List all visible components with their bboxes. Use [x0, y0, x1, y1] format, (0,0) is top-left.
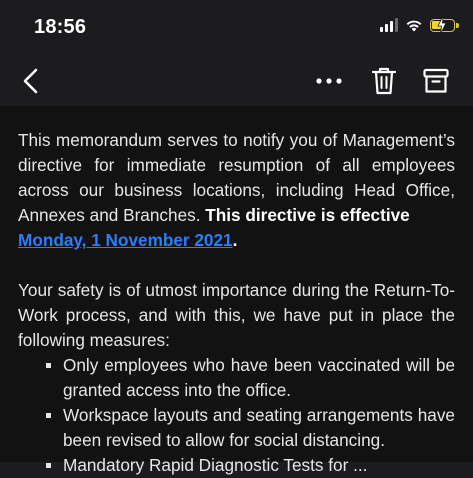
more-ellipsis-icon — [314, 68, 344, 94]
memo-paragraph — [18, 128, 455, 253]
bullet-icon — [46, 413, 51, 418]
measure-text: Only employees who have been vaccinated will be granted access into the office. — [63, 355, 455, 400]
battery-charging-icon — [430, 19, 455, 32]
measure-text: Workspace layouts and seating arrangements have been revised to allow for social distancing. — [63, 405, 455, 450]
measure-text: Mandatory Rapid Diagnostic Tests for ... — [63, 455, 368, 475]
archive-icon — [422, 66, 450, 96]
effective-date-statement: This directive is effective — [205, 205, 410, 225]
wifi-icon — [405, 18, 423, 32]
status-icons — [380, 18, 455, 32]
back-chevron-icon — [16, 66, 46, 96]
memo-intro-text: This memorandum serves to notify you of Management’s directive for immediate resumption of all employees across our business locations, including Head Office, Annexes and Branches. — [18, 130, 455, 225]
status-time: 18:56 — [34, 16, 87, 38]
bullet-icon — [46, 363, 51, 368]
safety-paragraph: Your safety is of utmost importance during the Return-To-Work process, and with this, we have put in place the following measures: — [18, 280, 455, 350]
trash-icon — [370, 66, 398, 96]
status-bar — [0, 0, 473, 56]
list-item — [18, 403, 455, 453]
measures-list — [18, 353, 455, 478]
message-toolbar — [0, 56, 473, 106]
list-item — [18, 453, 455, 478]
sentence-period: . — [232, 230, 238, 250]
list-item — [18, 353, 455, 403]
bullet-icon — [46, 463, 51, 468]
cellular-signal-icon — [380, 18, 398, 32]
archive-button[interactable] — [422, 66, 450, 96]
effective-date-link[interactable]: Monday, 1 November 2021 — [18, 230, 233, 250]
message-body — [0, 106, 473, 475]
more-options-button[interactable] — [314, 68, 344, 94]
message-text — [18, 128, 455, 478]
back-button[interactable] — [16, 66, 46, 96]
delete-button[interactable] — [370, 66, 398, 96]
